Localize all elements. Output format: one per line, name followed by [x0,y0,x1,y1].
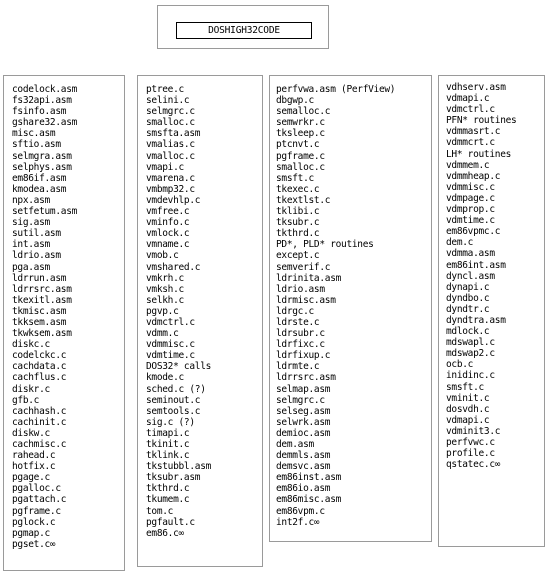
file-entry: sutil.asm [12,228,61,240]
file-entry: em86vpmc.c [446,226,501,238]
file-entry: cachinit.c [12,416,67,428]
file-entry: ldrfixc.c [276,339,325,351]
file-entry: fs32api.asm [12,95,72,107]
file-entry: int2f.c∞ [276,516,320,528]
file-entry: dyncl.asm [446,270,495,282]
file-entry: vmlock.c [146,228,190,240]
file-entry: vmob.c [146,250,179,262]
file-entry: pgattach.c [12,494,67,506]
file-entry: setfetum.asm [12,206,78,218]
file-entry: vmalloc.c [146,150,195,162]
file-entry: em86vpm.c [276,505,325,517]
file-entry: pgmap.c [12,527,50,539]
file-entry: vmkrh.c [146,272,184,284]
file-entry: tksleep.c [276,128,325,140]
file-column-4 [438,75,545,547]
file-entry: misc.asm [12,128,56,140]
file-entry: DOS32* calls [146,361,212,373]
file-entry: vdmmisc.c [446,181,495,193]
title-box [157,5,329,49]
file-entry: semtools.c [146,405,201,417]
file-entry: ldrmisc.asm [276,294,336,306]
file-entry: sig.asm [12,217,50,229]
file-entry: pgframe.c [276,150,325,162]
file-entry: mdswapl.c [446,337,495,349]
file-entry: em86io.asm [276,483,331,495]
file-entry: vdmctrl.c [146,316,195,328]
file-entry: dyndbo.c [446,292,490,304]
file-entry: sched.c (?) [146,383,206,395]
file-entry: demsvc.asm [276,461,331,473]
file-entry: pgset.c∞ [12,538,56,550]
file-entry: tkexitl.asm [12,294,72,306]
file-entry: perfvwa.asm (PerfView) [276,84,396,95]
file-entry: vdmpage.c [446,192,495,204]
file-entry: tklibi.c [276,206,320,218]
file-entry: diskr.c [12,383,50,395]
file-entry: tksubr.asm [146,472,201,484]
file-entry: vmksh.c [146,283,184,295]
file-entry: codelckc.c [12,350,67,362]
file-entry: semverif.c [276,261,331,273]
file-entry: tklink.c [146,450,190,462]
file-entry: sftio.asm [12,139,61,151]
file-entry: demmls.asm [276,450,331,462]
file-column-1 [3,75,125,571]
file-entry: smsft.c [446,381,484,393]
file-entry: vdmprop.c [446,204,495,216]
file-entry: vmname.c [146,239,190,251]
file-entry: vdmapi.c [446,414,490,426]
file-entry: vdmctrl.c [446,104,495,116]
file-entry: profile.c [446,448,495,460]
file-entry: smalloc.c [276,161,325,173]
file-entry: vmalias.c [146,139,195,151]
file-entry: timapi.c [146,427,190,439]
file-entry: vmbmp32.c [146,183,195,195]
file-entry: em86if.asm [12,172,67,184]
file-entry: except.c [276,250,320,262]
file-entry: qstatec.c∞ [446,459,501,471]
file-entry: ldrsubr.c [276,328,325,340]
file-entry: selmgra.asm [12,150,72,162]
file-entry: semwrkr.c [276,117,325,129]
file-entry: vmdevhlp.c [146,194,201,206]
file-entry: kmode.c [146,372,184,384]
file-entry: mdlock.c [446,326,490,338]
file-entry: ldrfixup.c [276,350,331,362]
file-entry: tkextlst.c [276,194,331,206]
file-entry: sig.c (?) [146,416,195,428]
file-entry: cachhash.c [12,405,67,417]
file-entry: ptree.c [146,84,184,95]
file-entry: pgage.c [12,472,50,484]
file-entry: kmodea.asm [12,183,67,195]
file-entry: hotfix.c [12,461,56,473]
file-entry: tkksem.asm [12,316,67,328]
file-entry: em86misc.asm [276,494,342,506]
file-entry: vminit.c [446,392,490,404]
file-entry: inidinc.c [446,370,495,382]
file-entry: vdmmasrt.c [446,126,501,138]
file-entry: dyndtr.c [446,303,490,315]
file-entry: selmgrc.c [276,394,325,406]
file-entry: dem.asm [276,439,314,450]
file-entry: pga.asm [12,261,50,273]
file-entry: selkh.c [146,294,184,306]
file-entry: LH* routines [446,148,512,160]
file-entry: demioc.asm [276,427,331,439]
file-entry: vdmapi.c [446,93,490,105]
file-entry: semalloc.c [276,106,331,118]
file-entry: tkinit.c [146,439,190,450]
file-entry: selphys.asm [12,161,72,173]
file-entry: ldrio.asm [12,250,61,262]
file-entry: diskc.c [12,339,50,351]
file-entry: tom.c [146,505,174,517]
file-entry: vdmma.asm [446,248,495,260]
file-entry: tksubr.c [276,217,320,229]
file-entry: tkthrd.c [276,228,320,240]
file-entry: ldrste.c [276,316,320,328]
file-entry: tkstubbl.asm [146,461,212,473]
file-entry: ocb.c [446,359,474,371]
file-entry: tkumem.c [146,494,190,506]
file-entry: pgalloc.c [12,483,61,495]
file-entry: dem.c [446,237,474,249]
file-entry: vmapi.c [146,161,184,173]
file-entry: pglock.c [12,516,56,528]
file-entry: smsft.c [276,172,314,184]
file-entry: vmfree.c [146,206,190,218]
file-entry: selmap.asm [276,383,331,395]
file-entry: em86inst.asm [276,472,342,484]
file-entry: selwrk.asm [276,416,331,428]
file-entry: vmshared.c [146,261,201,273]
file-entry: dbgwp.c [276,95,314,107]
file-entry: vdmtime.c [446,215,495,227]
file-entry: fsinfo.asm [12,106,67,118]
file-entry: pgframe.c [12,505,61,517]
file-entry: codelock.asm [12,84,78,95]
file-entry: dyndtra.asm [446,314,506,326]
file-entry: perfvwc.c [446,437,495,448]
file-entry: vdminit3.c [446,425,501,437]
file-entry: vdmmcrt.c [446,137,495,149]
file-column-2 [137,75,263,567]
file-entry: vdhserv.asm [446,82,506,93]
file-entry: tkmisc.asm [12,305,67,317]
file-entry: ldrmte.c [276,361,320,373]
file-entry: cachmisc.c [12,439,67,450]
file-entry: vdmtime.c [146,350,195,362]
file-entry: cachdata.c [12,361,67,373]
file-entry: tkwksem.asm [12,328,72,340]
file-column-3 [269,75,432,542]
file-entry: gshare32.asm [12,117,78,129]
file-entry: pgfault.c [146,516,195,528]
file-entry: vdmm.c [146,328,179,340]
diagram-title: DOSHIGH32CODE [176,22,312,39]
file-entry: dynapi.c [446,281,490,293]
file-entry: gfb.c [12,394,40,406]
file-entry: int.asm [12,239,50,251]
file-entry: tkexec.c [276,183,320,195]
file-entry: PD*, PLD* routines [276,239,374,251]
file-entry: tkthrd.c [146,483,190,495]
file-entry: vmarena.c [146,172,195,184]
file-entry: vdmmisc.c [146,339,195,351]
file-entry: diskw.c [12,427,50,439]
file-entry: smsfta.asm [146,128,201,140]
file-entry: ldrrun.asm [12,272,67,284]
file-entry: PFN* routines [446,115,517,127]
file-entry: em86int.asm [446,259,506,271]
file-entry: ldrinita.asm [276,272,342,284]
file-entry: dosvdh.c [446,403,490,415]
file-entry: cachflus.c [12,372,67,384]
file-entry: ldrrsrc.asm [12,283,72,295]
file-entry: ldrrsrc.asm [276,372,336,384]
file-entry: ldrio.asm [276,283,325,295]
file-entry: ldrgc.c [276,305,314,317]
file-entry: smalloc.c [146,117,195,129]
file-entry: mdswap2.c [446,348,495,360]
file-entry: vdmmem.c [446,159,490,171]
file-entry: ptcnvt.c [276,139,320,151]
file-entry: selmgrc.c [146,106,195,118]
file-entry: selseg.asm [276,405,331,417]
file-entry: vminfo.c [146,217,190,229]
file-entry: vdmmheap.c [446,170,501,182]
file-entry: selini.c [146,95,190,107]
file-entry: seminout.c [146,394,201,406]
file-entry: pgvp.c [146,305,179,317]
file-entry: npx.asm [12,194,50,206]
file-entry: em86.c∞ [146,527,184,539]
file-entry: rahead.c [12,450,56,462]
